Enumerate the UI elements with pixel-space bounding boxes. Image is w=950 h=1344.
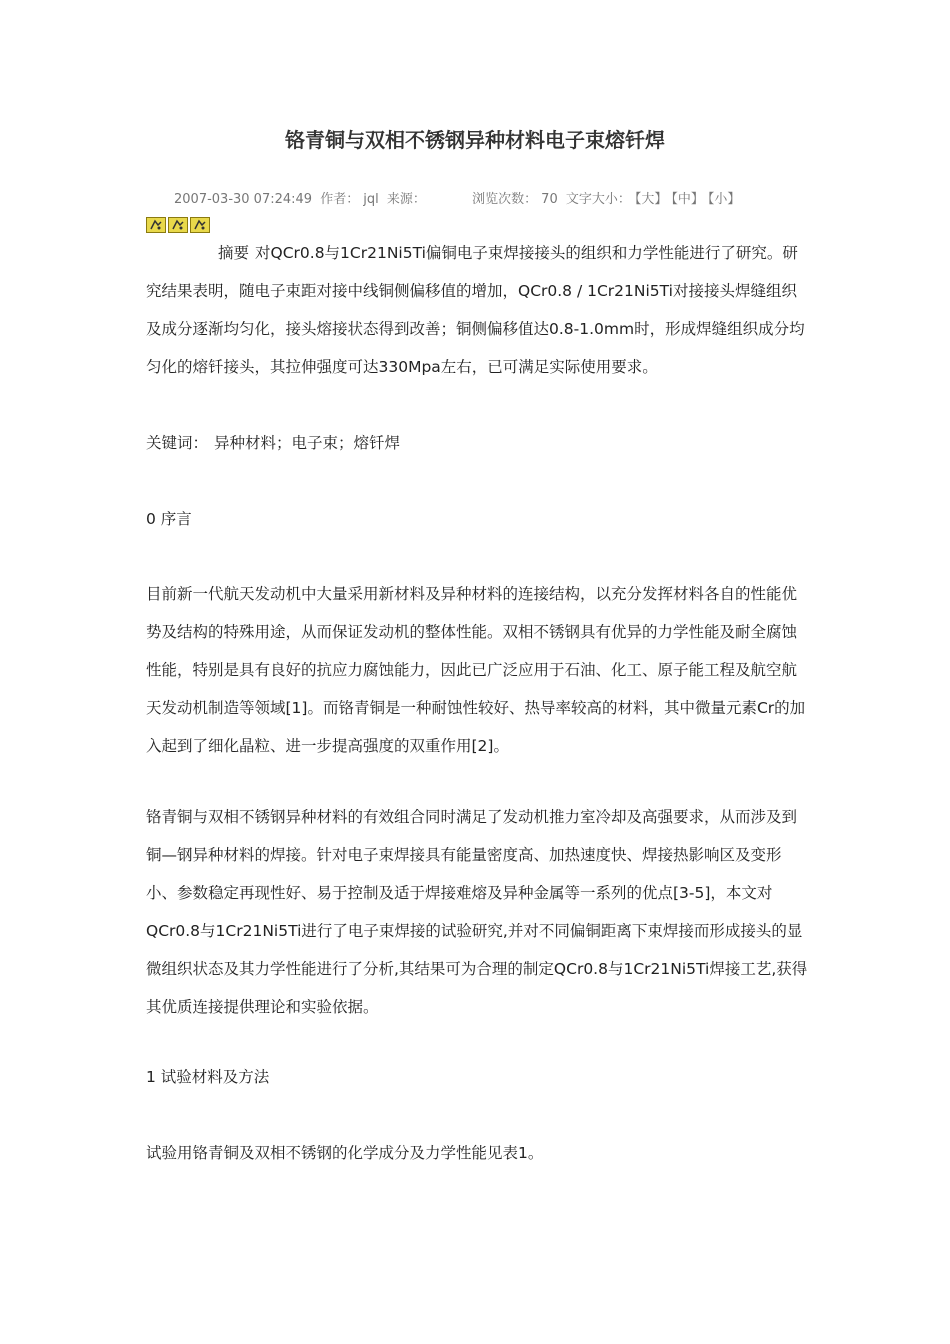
source-label: 来源： (386, 192, 426, 207)
article-title: 铬青铜与双相不锈钢异种材料电子束熔钎焊 (285, 128, 665, 152)
views-label: 浏览次数： (472, 192, 538, 207)
article-meta (174, 188, 744, 207)
icon-row (146, 217, 210, 235)
abstract-text: 对QCr0.8与1Cr21Ni5Ti偏铜电子束焊接接头的组织和力学性能进行了研究。研究结果表明，随电子束距对接中线铜侧偏移值的增加，QCr0.8 / 1Cr21Ni5Ti对接接头焊缝组织及成分逐渐均匀化，接头熔接状态得到改善；铜侧偏移值达0.8-1.0mm时，形成焊缝组织成分均匀化的熔钎接头，其拉伸强度可达330Mpa左右，已可满足实际使用要求。 (146, 244, 805, 376)
picture-icon[interactable] (146, 217, 166, 233)
views-count: 70 (541, 192, 558, 207)
font-size-large-link[interactable]: 【大】 (634, 192, 668, 207)
section-heading-materials: 1 试验材料及方法 (146, 1068, 270, 1086)
author-name: jql (363, 192, 379, 207)
picture-icon[interactable] (190, 217, 210, 233)
author-label: 作者： (320, 192, 360, 207)
font-size-medium-link[interactable]: 【中】 (671, 192, 704, 207)
keywords-label: 关键词： (146, 434, 209, 452)
publish-datetime: 2007-03-30 07:24:49 (174, 192, 313, 207)
abstract-label: 摘要 (218, 244, 250, 262)
keywords-line (146, 424, 808, 462)
font-size-label: 文字大小： (565, 192, 631, 207)
abstract-paragraph (146, 234, 808, 386)
body-paragraph: 铬青铜与双相不锈钢异种材料的有效组合同时满足了发动机推力室冷却及高强要求，从而涉及到铜—钢异种材料的焊接。针对电子束焊接具有能量密度高、加热速度快、焊接热影响区及变形小、参数稳定再现性好、易于控制及适于焊接难熔及异种金属等一系列的优点[3-5]，本文对QCr0.8与1Cr21Ni5Ti进行了电子束焊接的试验研究,并对不同偏铜距离下束焊接而形成接头的显微组织状态及其力学性能进行了分析,其结果可为合理的制定QCr0.8与1Cr21Ni5Ti焊接工艺,获得其优质连接提供理论和实验依据。 (146, 808, 808, 1016)
body-paragraph: 试验用铬青铜及双相不锈钢的化学成分及力学性能见表1。 (146, 1144, 544, 1162)
keywords-text: 异种材料；电子束；熔钎焊 (214, 434, 401, 452)
font-size-small-link[interactable]: 【小】 (707, 192, 741, 207)
body-paragraph: 目前新一代航天发动机中大量采用新材料及异种材料的连接结构，以充分发挥材料各自的性能优势及结构的特殊用途，从而保证发动机的整体性能。双相不锈钢具有优异的力学性能及耐全腐蚀性能，特别是具有良好的抗应力腐蚀能力，因此已广泛应用于石油、化工、原子能工程及航空航天发动机制造等领域[1]。而铬青铜是一种耐蚀性较好、热导率较高的材料，其中微量元素Cr的加入起到了细化晶粒、进一步提高强度的双重作用[2]。 (146, 585, 806, 755)
section-heading-intro: 0 序言 (146, 510, 192, 528)
picture-icon[interactable] (168, 217, 188, 233)
